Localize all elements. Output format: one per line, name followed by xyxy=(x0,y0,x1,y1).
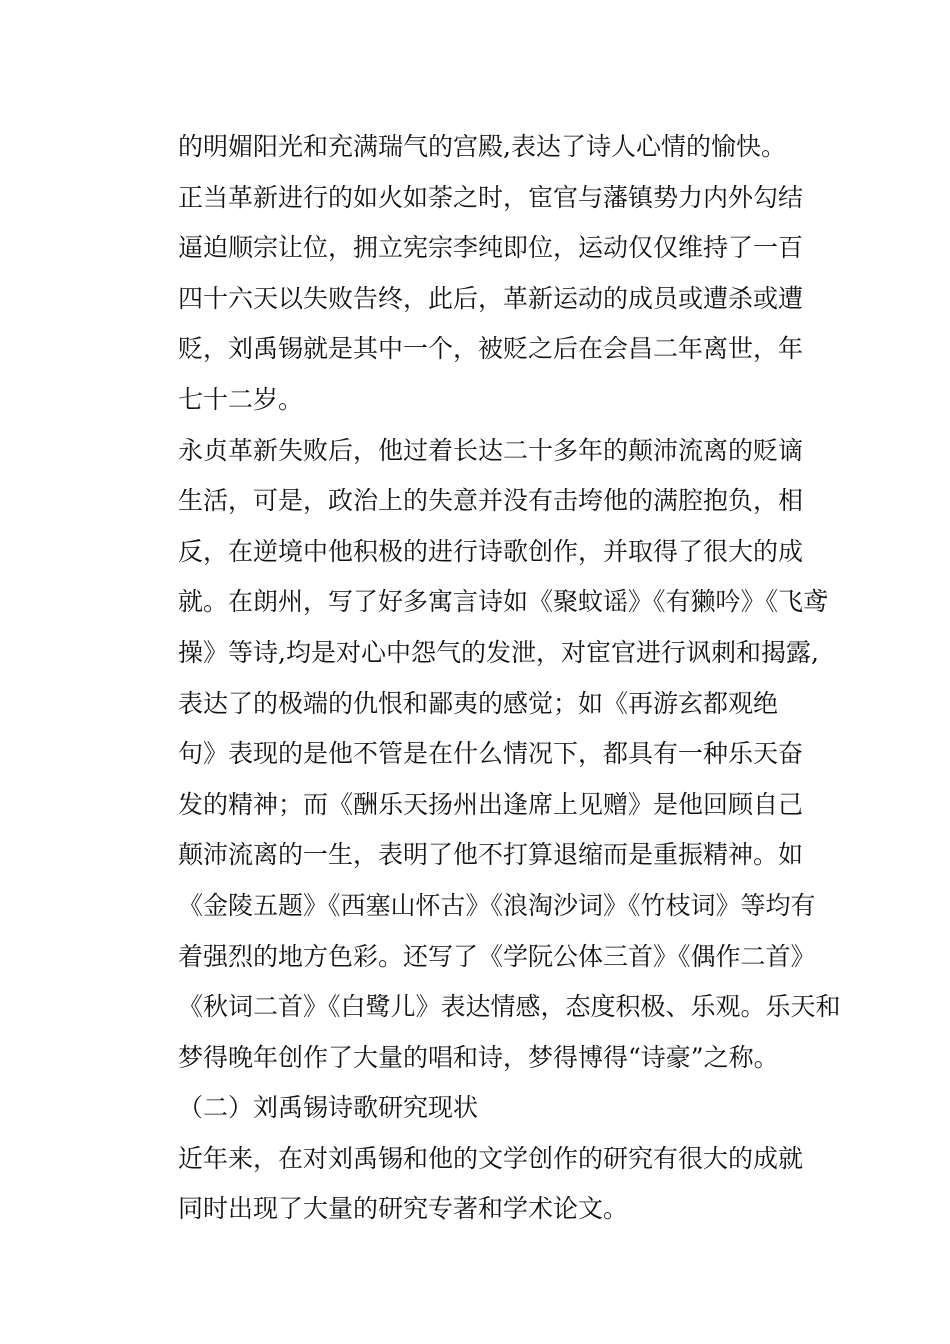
text-line: 反，在逆境中他积极的进行诗歌创作，并取得了很大的成 xyxy=(178,536,804,566)
text-line: 句》表现的是他不管是在什么情况下，都具有一种乐天奋 xyxy=(178,739,804,769)
text-line: 永贞革新失败后，他过着长达二十多年的颠沛流离的贬谪 xyxy=(178,435,804,465)
text-line: 贬，刘禹锡就是其中一个，被贬之后在会昌二年离世，年 xyxy=(178,334,804,364)
text-line: 操》等诗,均是对心中怨气的发泄，对宦官进行讽刺和揭露, xyxy=(178,637,819,667)
text-line: 发的精神；而《酬乐天扬州出逢席上见赠》是他回顾自己 xyxy=(178,789,804,819)
text-line: 正当革新进行的如火如荼之时，宦官与藩镇势力内外勾结 xyxy=(178,182,804,212)
text-line: 《秋词二首》《白鹭儿》表达情感，态度积极、乐观。乐天和 xyxy=(178,992,841,1022)
body-text xyxy=(178,122,841,1235)
text-line: 就。在朗州，写了好多寓言诗如《聚蚊谣》《有獭吟》《飞鸢 xyxy=(178,587,829,617)
text-line: 七十二岁。 xyxy=(178,384,304,414)
text-line: 《金陵五题》《西塞山怀古》《浪淘沙词》《竹枝词》等均有 xyxy=(178,890,816,920)
section-heading: （二）刘禹锡诗歌研究现状 xyxy=(178,1093,479,1123)
text-line: 的明媚阳光和充满瑞气的宫殿,表达了诗人心情的愉快。 xyxy=(178,132,786,161)
text-line: 近年来，在对刘禹锡和他的文学创作的研究有很大的成就 xyxy=(178,1143,804,1173)
text-line: 同时出现了大量的研究专著和学术论文。 xyxy=(178,1194,629,1224)
text-line: 颠沛流离的一生，表明了他不打算退缩而是重振精神。如 xyxy=(178,840,804,870)
text-line: 逼迫顺宗让位，拥立宪宗李纯即位，运动仅仅维持了一百 xyxy=(178,233,804,263)
text-line: 四十六天以失败告终，此后，革新运动的成员或遭杀或遭 xyxy=(178,283,804,313)
text-line: 梦得晚年创作了大量的唱和诗，梦得博得“诗豪”之称。 xyxy=(178,1042,779,1072)
text-line: 着强烈的地方色彩。还写了《学阮公体三首》《偶作二首》 xyxy=(178,941,816,971)
text-line: 表达了的极端的仇恨和鄙夷的感觉；如《再游玄都观绝 xyxy=(178,688,779,718)
text-line: 生活，可是，政治上的失意并没有击垮他的满腔抱负，相 xyxy=(178,486,804,516)
